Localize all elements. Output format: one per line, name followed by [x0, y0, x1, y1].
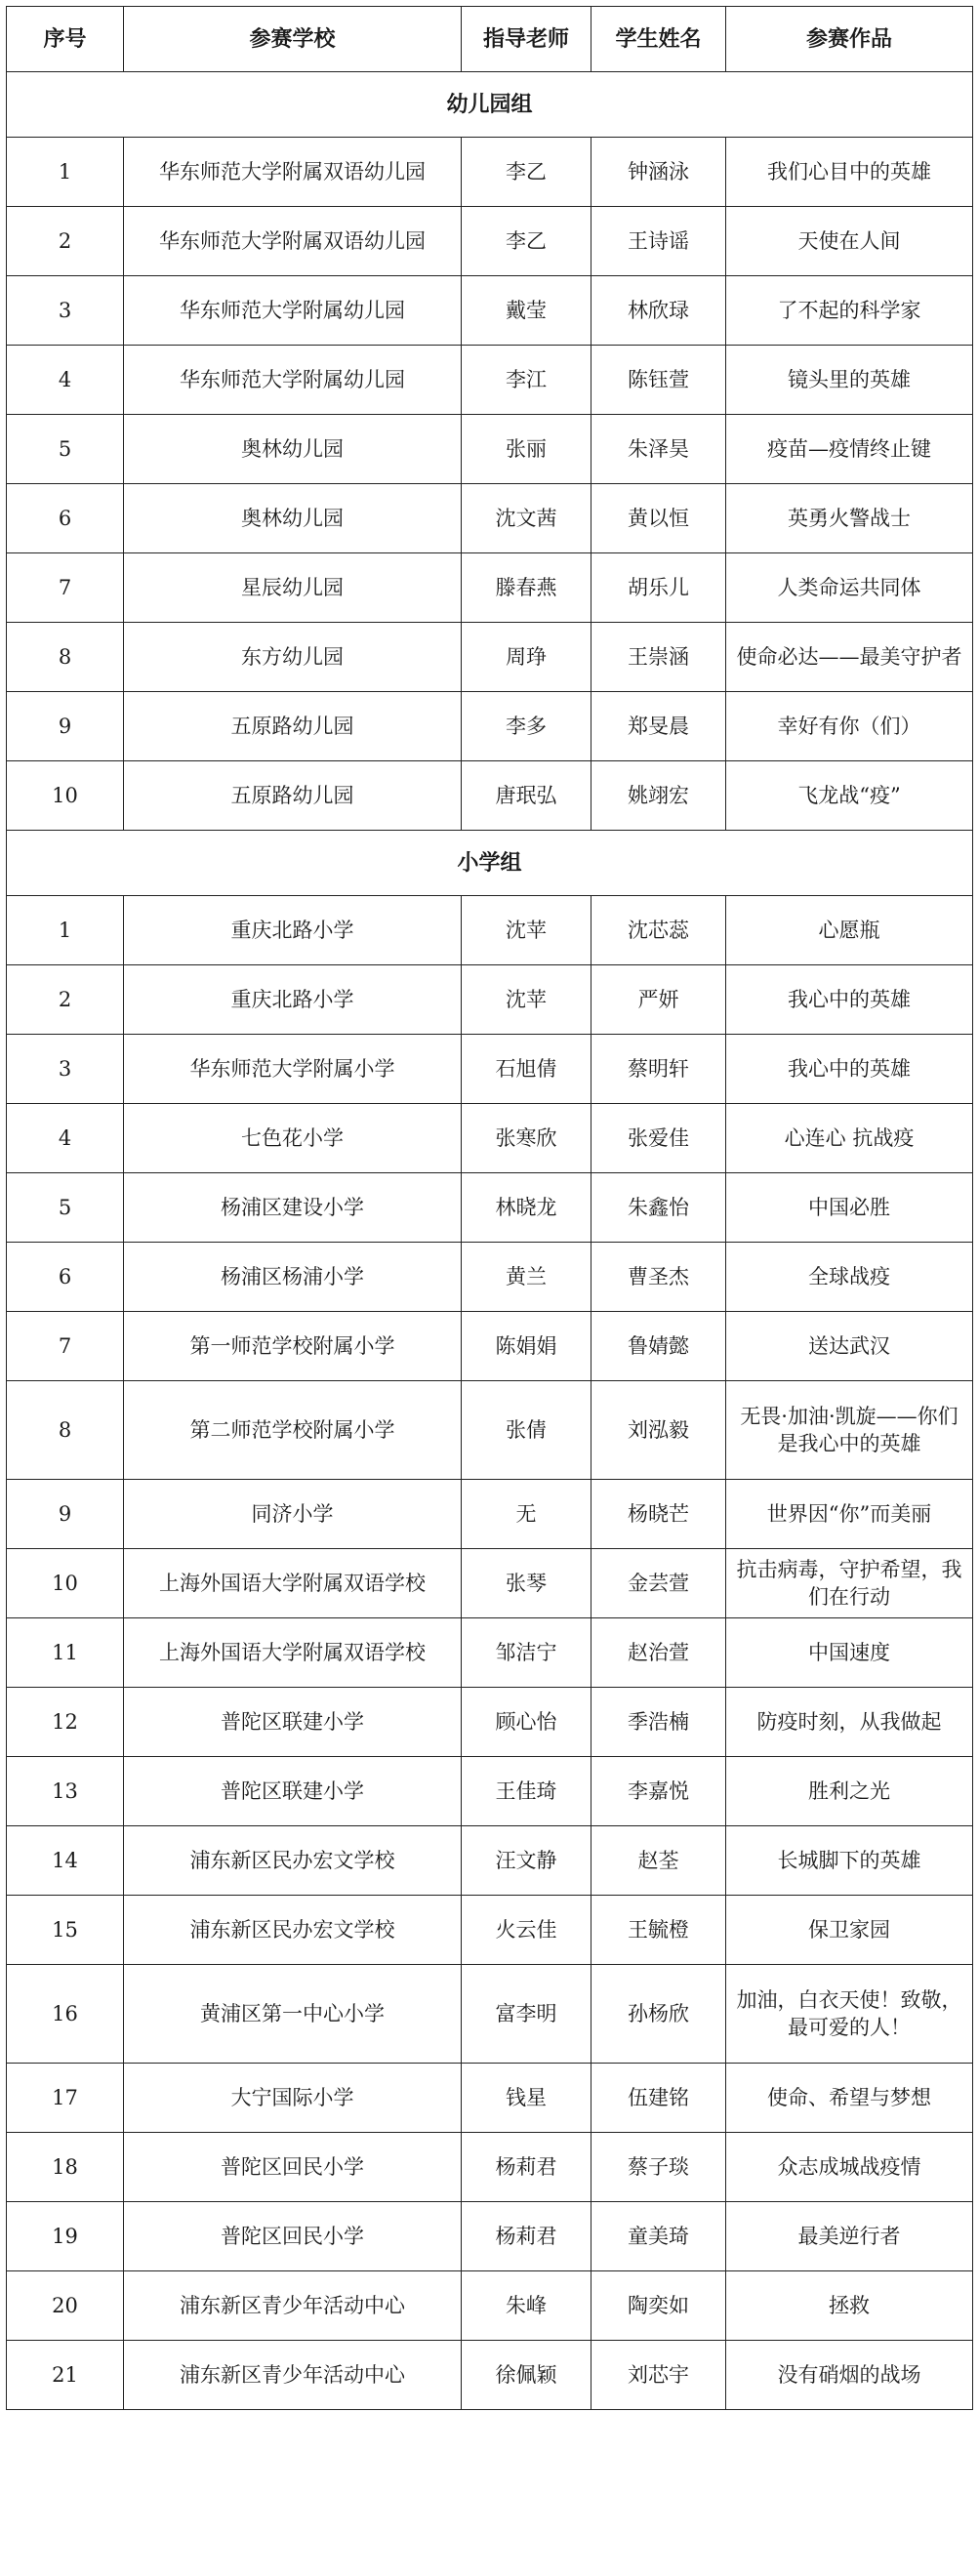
cell-school: 同济小学 [124, 1480, 462, 1549]
cell-no: 10 [7, 1549, 124, 1618]
cell-school: 普陀区回民小学 [124, 2133, 462, 2202]
cell-no: 7 [7, 1312, 124, 1381]
cell-no: 4 [7, 1104, 124, 1173]
cell-teacher: 李多 [462, 692, 591, 761]
cell-school: 上海外国语大学附属双语学校 [124, 1549, 462, 1618]
cell-student: 王毓橙 [591, 1896, 726, 1965]
cell-teacher: 陈娟娟 [462, 1312, 591, 1381]
cell-work: 抗击病毒，守护希望，我们在行动 [726, 1549, 973, 1618]
table-row [7, 1480, 973, 1549]
cell-no: 7 [7, 553, 124, 623]
cell-school: 上海外国语大学附属双语学校 [124, 1618, 462, 1688]
cell-school: 杨浦区杨浦小学 [124, 1243, 462, 1312]
cell-school: 东方幼儿园 [124, 623, 462, 692]
cell-teacher: 唐珉弘 [462, 761, 591, 831]
group-title: 幼儿园组 [7, 72, 973, 138]
cell-student: 沈芯蕊 [591, 896, 726, 965]
cell-no: 16 [7, 1965, 124, 2064]
cell-school: 浦东新区青少年活动中心 [124, 2271, 462, 2341]
header-no: 序号 [7, 7, 124, 72]
cell-student: 胡乐儿 [591, 553, 726, 623]
cell-no: 11 [7, 1618, 124, 1688]
table-row [7, 1965, 973, 2064]
table-row [7, 2133, 973, 2202]
cell-teacher: 林晓龙 [462, 1173, 591, 1243]
cell-school: 杨浦区建设小学 [124, 1173, 462, 1243]
cell-teacher: 无 [462, 1480, 591, 1549]
table-row [7, 415, 973, 484]
cell-school: 浦东新区民办宏文学校 [124, 1826, 462, 1896]
table-row [7, 692, 973, 761]
cell-student: 林欣琭 [591, 276, 726, 346]
cell-student: 黄以恒 [591, 484, 726, 553]
cell-work: 长城脚下的英雄 [726, 1826, 973, 1896]
cell-no: 2 [7, 965, 124, 1035]
cell-no: 6 [7, 484, 124, 553]
cell-no: 13 [7, 1757, 124, 1826]
cell-teacher: 杨莉君 [462, 2133, 591, 2202]
cell-school: 星辰幼儿园 [124, 553, 462, 623]
cell-work: 镜头里的英雄 [726, 346, 973, 415]
cell-student: 王崇涵 [591, 623, 726, 692]
cell-teacher: 张琴 [462, 1549, 591, 1618]
table-row [7, 1757, 973, 1826]
cell-student: 朱泽昊 [591, 415, 726, 484]
cell-school: 大宁国际小学 [124, 2064, 462, 2133]
cell-no: 3 [7, 276, 124, 346]
cell-work: 无畏·加油·凯旋——你们是我心中的英雄 [726, 1381, 973, 1480]
table-row [7, 553, 973, 623]
cell-no: 6 [7, 1243, 124, 1312]
cell-student: 严妍 [591, 965, 726, 1035]
cell-student: 蔡明轩 [591, 1035, 726, 1104]
cell-teacher: 张倩 [462, 1381, 591, 1480]
header-student: 学生姓名 [591, 7, 726, 72]
cell-work: 加油，白衣天使！致敬，最可爱的人！ [726, 1965, 973, 2064]
cell-teacher: 李乙 [462, 207, 591, 276]
table-row [7, 761, 973, 831]
cell-student: 伍建铭 [591, 2064, 726, 2133]
cell-work: 心愿瓶 [726, 896, 973, 965]
cell-work: 使命必达——最美守护者 [726, 623, 973, 692]
cell-student: 郑旻晨 [591, 692, 726, 761]
cell-school: 奥林幼儿园 [124, 415, 462, 484]
group-row-kindergarten [7, 72, 973, 138]
cell-work: 拯救 [726, 2271, 973, 2341]
cell-teacher: 朱峰 [462, 2271, 591, 2341]
cell-student: 张爱佳 [591, 1104, 726, 1173]
cell-no: 20 [7, 2271, 124, 2341]
cell-teacher: 邹洁宁 [462, 1618, 591, 1688]
cell-teacher: 张丽 [462, 415, 591, 484]
cell-no: 5 [7, 1173, 124, 1243]
cell-work: 我心中的英雄 [726, 1035, 973, 1104]
table-row [7, 138, 973, 207]
header-row [7, 7, 973, 72]
cell-teacher: 王佳琦 [462, 1757, 591, 1826]
cell-work: 送达武汉 [726, 1312, 973, 1381]
cell-no: 14 [7, 1826, 124, 1896]
cell-school: 第二师范学校附属小学 [124, 1381, 462, 1480]
cell-school: 浦东新区青少年活动中心 [124, 2341, 462, 2410]
cell-student: 赵治萱 [591, 1618, 726, 1688]
table-row [7, 276, 973, 346]
cell-no: 9 [7, 1480, 124, 1549]
cell-teacher: 火云佳 [462, 1896, 591, 1965]
cell-work: 飞龙战“疫” [726, 761, 973, 831]
cell-teacher: 沈文茜 [462, 484, 591, 553]
cell-teacher: 富李明 [462, 1965, 591, 2064]
cell-teacher: 徐佩颖 [462, 2341, 591, 2410]
table-row [7, 207, 973, 276]
cell-work: 防疫时刻，从我做起 [726, 1688, 973, 1757]
table-row [7, 2271, 973, 2341]
cell-no: 12 [7, 1688, 124, 1757]
table-row [7, 1896, 973, 1965]
cell-student: 曹圣杰 [591, 1243, 726, 1312]
table-body [7, 72, 973, 2410]
cell-student: 钟涵泳 [591, 138, 726, 207]
cell-work: 使命、希望与梦想 [726, 2064, 973, 2133]
cell-school: 黄浦区第一中心小学 [124, 1965, 462, 2064]
table-row [7, 1618, 973, 1688]
table-row [7, 1173, 973, 1243]
cell-student: 赵荃 [591, 1826, 726, 1896]
cell-teacher: 汪文静 [462, 1826, 591, 1896]
cell-teacher: 滕春燕 [462, 553, 591, 623]
cell-no: 9 [7, 692, 124, 761]
group-row-primary [7, 831, 973, 896]
cell-teacher: 钱星 [462, 2064, 591, 2133]
cell-teacher: 杨莉君 [462, 2202, 591, 2271]
cell-work: 天使在人间 [726, 207, 973, 276]
cell-school: 奥林幼儿园 [124, 484, 462, 553]
cell-work: 幸好有你（们） [726, 692, 973, 761]
cell-work: 最美逆行者 [726, 2202, 973, 2271]
cell-teacher: 李乙 [462, 138, 591, 207]
header-teacher: 指导老师 [462, 7, 591, 72]
cell-work: 疫苗—疫情终止键 [726, 415, 973, 484]
cell-school: 五原路幼儿园 [124, 692, 462, 761]
table-row [7, 2341, 973, 2410]
table-row [7, 1826, 973, 1896]
cell-student: 金芸萱 [591, 1549, 726, 1618]
cell-work: 没有硝烟的战场 [726, 2341, 973, 2410]
table-row [7, 965, 973, 1035]
cell-teacher: 石旭倩 [462, 1035, 591, 1104]
cell-student: 姚翊宏 [591, 761, 726, 831]
cell-student: 李嘉悦 [591, 1757, 726, 1826]
cell-no: 8 [7, 1381, 124, 1480]
header-school: 参赛学校 [124, 7, 462, 72]
cell-teacher: 黄兰 [462, 1243, 591, 1312]
cell-teacher: 沈苹 [462, 965, 591, 1035]
cell-work: 中国速度 [726, 1618, 973, 1688]
cell-work: 人类命运共同体 [726, 553, 973, 623]
cell-no: 19 [7, 2202, 124, 2271]
cell-student: 鲁婧懿 [591, 1312, 726, 1381]
cell-student: 童美琦 [591, 2202, 726, 2271]
cell-work: 胜利之光 [726, 1757, 973, 1826]
cell-work: 全球战疫 [726, 1243, 973, 1312]
cell-teacher: 张寒欣 [462, 1104, 591, 1173]
cell-no: 18 [7, 2133, 124, 2202]
table-row [7, 484, 973, 553]
cell-school: 第一师范学校附属小学 [124, 1312, 462, 1381]
cell-student: 刘芯宇 [591, 2341, 726, 2410]
cell-school: 浦东新区民办宏文学校 [124, 1896, 462, 1965]
group-title: 小学组 [7, 831, 973, 896]
cell-student: 杨晓芒 [591, 1480, 726, 1549]
cell-teacher: 戴莹 [462, 276, 591, 346]
cell-work: 中国必胜 [726, 1173, 973, 1243]
cell-no: 17 [7, 2064, 124, 2133]
cell-teacher: 李江 [462, 346, 591, 415]
cell-no: 15 [7, 1896, 124, 1965]
table-row [7, 346, 973, 415]
cell-no: 1 [7, 138, 124, 207]
cell-school: 华东师范大学附属双语幼儿园 [124, 207, 462, 276]
cell-work: 我心中的英雄 [726, 965, 973, 1035]
table-row [7, 1549, 973, 1618]
award-table [6, 6, 973, 2410]
cell-student: 朱鑫怡 [591, 1173, 726, 1243]
cell-work: 众志成城战疫情 [726, 2133, 973, 2202]
cell-work: 心连心 抗战疫 [726, 1104, 973, 1173]
cell-school: 五原路幼儿园 [124, 761, 462, 831]
cell-teacher: 周琤 [462, 623, 591, 692]
table-row [7, 1035, 973, 1104]
table-row [7, 1243, 973, 1312]
cell-work: 了不起的科学家 [726, 276, 973, 346]
cell-work: 我们心目中的英雄 [726, 138, 973, 207]
cell-school: 普陀区回民小学 [124, 2202, 462, 2271]
table-row [7, 896, 973, 965]
table-row [7, 2064, 973, 2133]
table-row [7, 1381, 973, 1480]
cell-no: 8 [7, 623, 124, 692]
table-row [7, 1104, 973, 1173]
table-row [7, 2202, 973, 2271]
cell-school: 华东师范大学附属小学 [124, 1035, 462, 1104]
cell-no: 1 [7, 896, 124, 965]
cell-student: 蔡子琰 [591, 2133, 726, 2202]
cell-no: 10 [7, 761, 124, 831]
cell-school: 七色花小学 [124, 1104, 462, 1173]
cell-teacher: 顾心怡 [462, 1688, 591, 1757]
cell-school: 重庆北路小学 [124, 965, 462, 1035]
cell-no: 3 [7, 1035, 124, 1104]
cell-work: 英勇火警战士 [726, 484, 973, 553]
cell-student: 陶奕如 [591, 2271, 726, 2341]
cell-teacher: 沈苹 [462, 896, 591, 965]
cell-no: 5 [7, 415, 124, 484]
cell-student: 季浩楠 [591, 1688, 726, 1757]
table-row [7, 1312, 973, 1381]
cell-work: 世界因“你”而美丽 [726, 1480, 973, 1549]
table-row [7, 1688, 973, 1757]
cell-school: 华东师范大学附属双语幼儿园 [124, 138, 462, 207]
cell-student: 陈钰萱 [591, 346, 726, 415]
cell-student: 孙杨欣 [591, 1965, 726, 2064]
cell-no: 21 [7, 2341, 124, 2410]
table-row [7, 623, 973, 692]
cell-work: 保卫家园 [726, 1896, 973, 1965]
cell-school: 华东师范大学附属幼儿园 [124, 346, 462, 415]
cell-school: 普陀区联建小学 [124, 1688, 462, 1757]
cell-school: 普陀区联建小学 [124, 1757, 462, 1826]
cell-no: 2 [7, 207, 124, 276]
cell-student: 王诗谣 [591, 207, 726, 276]
cell-school: 重庆北路小学 [124, 896, 462, 965]
cell-school: 华东师范大学附属幼儿园 [124, 276, 462, 346]
cell-student: 刘泓毅 [591, 1381, 726, 1480]
cell-no: 4 [7, 346, 124, 415]
header-work: 参赛作品 [726, 7, 973, 72]
